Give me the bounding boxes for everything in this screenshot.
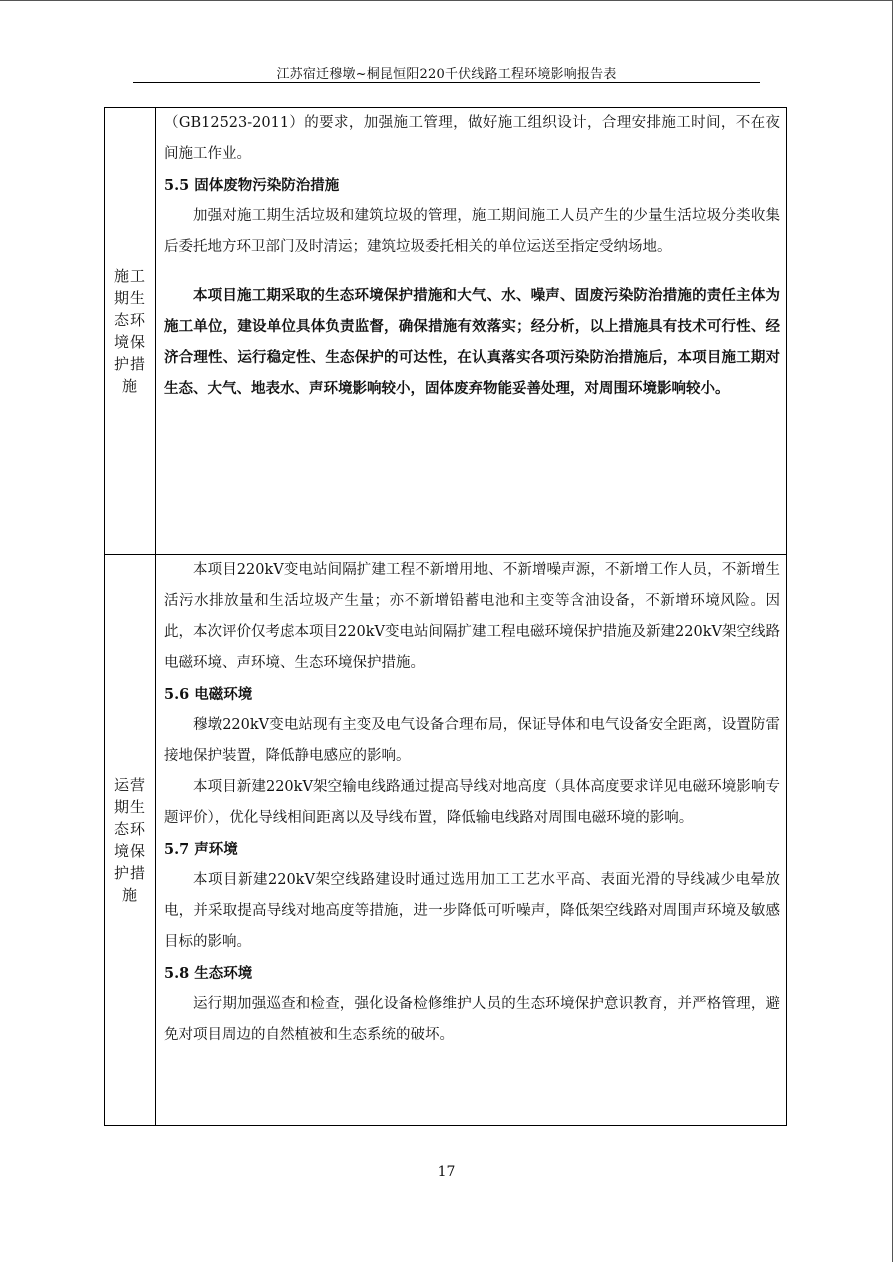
heading-5-8: 5.8 生态环境: [164, 965, 253, 982]
operation-label-cell: [105, 555, 156, 1125]
page-top-border: [0, 0, 893, 1]
page-number: 17: [437, 1164, 456, 1180]
report-header-title: 江苏宿迁穆墩~桐昆恒阳220千伏线路工程环境影响报告表: [276, 67, 617, 82]
construction-conclusion-paragraph: 本项目施工期采取的生态环境保护措施和大气、水、噪声、固废污染防治措施的责任主体为施工单位，建设单位具体负责监督，确保措施有效落实；经分析，以上措施具有技术可行性、经济合理性、运行稳定性、生态保护的可达性，在认真落实各项污染防治措施后，本项目施工期对生态、大气、地表水、声环境影响较小，固体废弃物能妥善处理，对周围环境影响较小。: [164, 287, 780, 397]
ecology-paragraph: 运行期加强巡查和检查，强化设备检修维护人员的生态环境保护意识教育，并严格管理，避免对项目周边的自然植被和生态系统的破坏。: [164, 996, 780, 1043]
construction-label: 施工期生态环境保护措施: [113, 267, 146, 395]
heading-5-7: 5.7 声环境: [164, 841, 238, 858]
em-paragraph-1: 穆墩220kV变电站现有主变及电气设备合理布局，保证导体和电气设备安全距离，设置防雷接地保护装置，降低静电感应的影响。: [164, 717, 780, 764]
operation-label: 运营期生态环境保护措施: [113, 776, 146, 904]
heading-5-5: 5.5 固体废物污染防治措施: [164, 177, 340, 194]
measures-table: [104, 107, 787, 1126]
operation-intro-paragraph: 本项目220kV变电站间隔扩建工程不新增用地、不新增噪声源，不新增工作人员，不新增生活污水排放量和生活垃圾产生量；亦不新增铅蓄电池和主变等含油设备，不新增环境风险。因此，本次评价仅考虑本项目220kV变电站间隔扩建工程电磁环境保护措施及新建220kV架空线路电磁环境、声环境、生态环境保护措施。: [164, 562, 780, 671]
construction-content-cell: [156, 108, 786, 554]
operation-row: [105, 555, 786, 1125]
solid-waste-paragraph: 加强对施工期生活垃圾和建筑垃圾的管理，施工期间施工人员产生的少量生活垃圾分类收集后委托地方环卫部门及时清运；建筑垃圾委托相关的单位运送至指定受纳场地。: [164, 208, 780, 255]
header-rule: [133, 82, 760, 83]
em-paragraph-2: 本项目新建220kV架空输电线路通过提高导线对地高度（具体高度要求详见电磁环境影响专题评价），优化导线相间距离以及导线布置，降低输电线路对周围电磁环境的影响。: [164, 779, 780, 826]
standard-requirement-paragraph: （GB12523-2011）的要求，加强施工管理，做好施工组织设计，合理安排施工时间，不在夜间施工作业。: [164, 115, 780, 162]
construction-row: [105, 108, 786, 555]
paragraph-spacer: [164, 263, 780, 280]
heading-5-6: 5.6 电磁环境: [164, 686, 253, 703]
construction-label-cell: [105, 108, 156, 554]
operation-content-cell: [156, 555, 786, 1125]
noise-paragraph: 本项目新建220kV架空线路建设时通过选用加工工艺水平高、表面光滑的导线减少电晕放电，并采取提高导线对地高度等措施，进一步降低可听噪声，降低架空线路对周围声环境及敏感目标的影响。: [164, 872, 780, 950]
